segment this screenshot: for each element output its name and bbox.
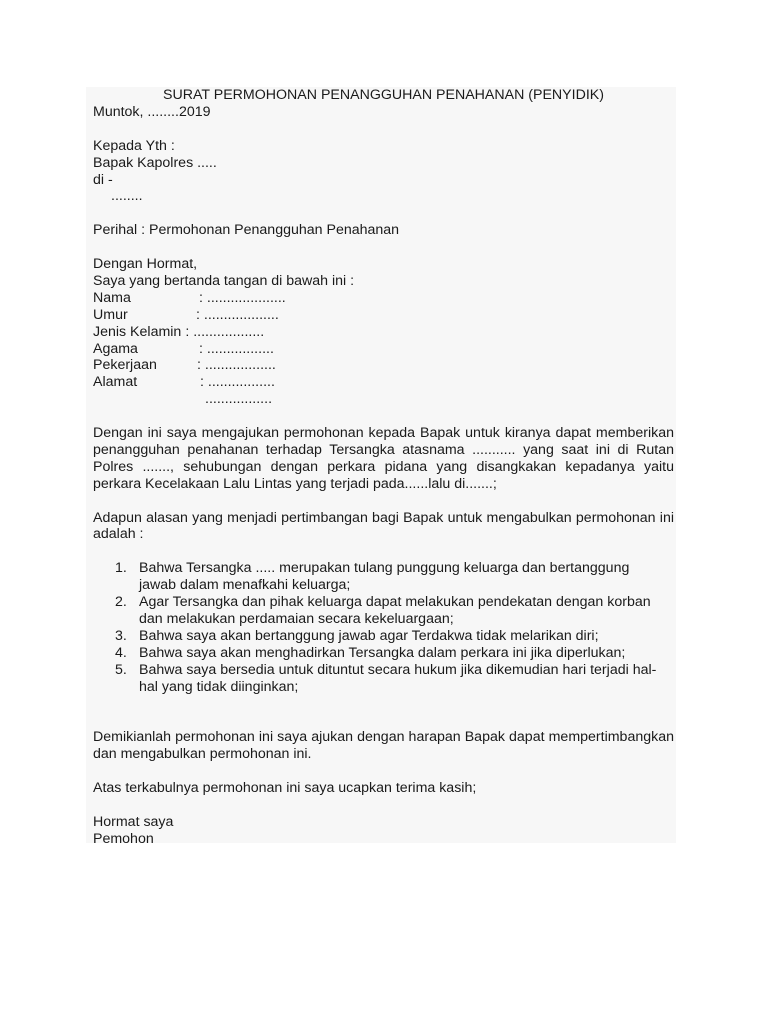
list-text: Bahwa saya bersedia untuk dituntut secara hukum jika dikemudian hari terjadi hal-hal yang tidak diinginkan; (139, 661, 657, 695)
field-value: : ................. (199, 340, 274, 357)
list-item (93, 628, 674, 645)
field-label: Nama (93, 289, 131, 306)
reasons-paragraph: Adapun alasan yang menjadi pertimbangan bagi Bapak untuk mengabulkan permohonan ini adalah : (93, 509, 674, 543)
address-continuation: ................. (205, 391, 273, 408)
field-value: : .................. (197, 357, 276, 374)
field-alamat (93, 374, 674, 391)
list-text: Agar Tersangka dan pihak keluarga dapat melakukan pendekatan dengan korban dan melakukan perdamaian secara kekeluargaan; (139, 594, 651, 627)
letter-title: SURAT PERMOHONAN PENANGGUHAN PENAHANAN (PENYIDIK) (163, 87, 604, 103)
field-label: Alamat (93, 374, 138, 391)
letter-subject: Perihal : Permohonan Penangguhan Penahanan (93, 222, 400, 239)
closing-paragraph: Demikianlah permohonan ini saya ajukan dengan harapan Bapak dapat mempertimbangkan dan mengabulkan permohonan ini. (93, 729, 674, 763)
intro-line: Saya yang bertanda tangan di bawah ini : (93, 272, 355, 289)
field-value: : .................... (199, 289, 286, 306)
list-number: 1. (115, 560, 127, 577)
signer: Pemohon (93, 830, 154, 847)
list-number: 4. (115, 644, 127, 661)
field-value: : ................. (200, 374, 275, 391)
list-number: 5. (115, 661, 127, 678)
place-date: Muntok, ........2019 (93, 103, 211, 120)
field-label: Pekerjaan (93, 357, 157, 374)
list-text: Bahwa saya akan menghadirkan Tersangka dalam perkara ini jika diperlukan; (139, 644, 626, 661)
field-value: : ................... (196, 306, 279, 323)
list-text: Bahwa saya akan bertanggung jawab agar Terdakwa tidak melarikan diri; (139, 627, 599, 644)
field-umur (93, 307, 674, 324)
recipient-to: Kepada Yth : (93, 137, 175, 154)
greeting: Dengan Hormat, (93, 256, 198, 273)
recipient-name: Bapak Kapolres ..... (93, 154, 217, 171)
field-agama (93, 341, 674, 358)
list-item (93, 594, 674, 628)
field-label: Agama (93, 340, 138, 357)
thanks-paragraph: Atas terkabulnya permohonan ini saya ucapkan terima kasih; (93, 780, 477, 797)
list-text: Bahwa Tersangka ..... merupakan tulang punggung keluarga dan bertanggung jawab dalam menafkahi keluarga; (139, 560, 630, 594)
recipient-location: ........ (111, 188, 143, 205)
field-label: Jenis Kelamin (93, 323, 182, 340)
field-value: : .................. (185, 323, 265, 340)
request-paragraph: Dengan ini saya mengajukan permohonan kepada Bapak untuk kiranya dapat memberikan penangguhan penahanan terhadap Tersangka atasnama ........... yang saat ini di Rutan Polres ......., sehubungan dengan perkara pidana yang disangkakan kepadanya yaitu perkara Kecelakaan Lalu Lintas yang terjadi pada......lalu di.......; (93, 425, 674, 492)
field-label: Umur (93, 306, 128, 323)
signoff: Hormat saya (93, 813, 174, 830)
recipient-at: di - (93, 171, 113, 188)
reasons-list (93, 560, 674, 695)
letter-body (93, 87, 674, 848)
list-number: 3. (115, 627, 127, 644)
list-item (93, 645, 674, 662)
list-number: 2. (115, 594, 127, 611)
list-item (93, 662, 674, 696)
field-jenis-kelamin (93, 324, 674, 341)
field-pekerjaan (93, 357, 674, 374)
field-nama (93, 290, 674, 307)
list-item (93, 560, 674, 594)
